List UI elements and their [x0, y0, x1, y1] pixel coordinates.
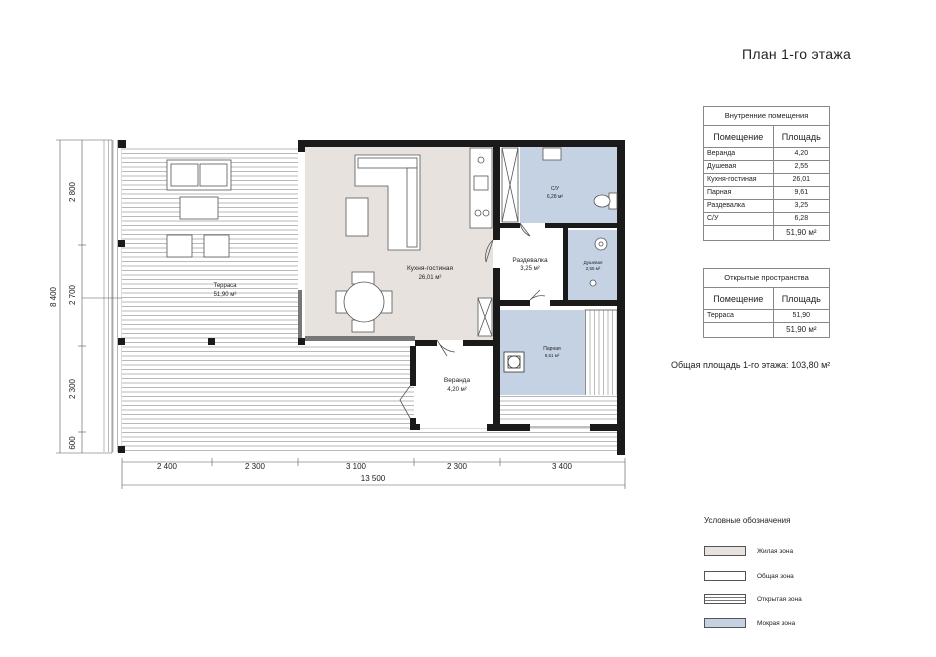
changing-label: Раздевалка — [512, 257, 548, 264]
table-row: Веранда 4,20 — [704, 148, 830, 161]
terrace-sofa — [167, 160, 231, 190]
wc-area: 6,28 м² — [546, 194, 564, 200]
legend-label-common: Общая зона — [757, 573, 794, 580]
dim-v-4: 600 — [68, 436, 77, 450]
dim-h-4: 2 300 — [446, 462, 468, 471]
vertical-dimensions — [56, 140, 122, 453]
wc-label: С/У — [550, 186, 560, 192]
terrace-deck-edge — [100, 140, 122, 452]
shower-label: Душевая — [583, 260, 603, 265]
dim-h-total: 13 500 — [360, 474, 386, 483]
sauna-step — [500, 395, 620, 423]
total-row: 51,90 м² — [704, 323, 830, 338]
dim-v-2: 2 700 — [68, 284, 77, 306]
dim-h-1: 2 400 — [156, 462, 178, 471]
dim-h-2: 2 300 — [244, 462, 266, 471]
dim-v-3: 2 300 — [68, 378, 77, 400]
wc-zone — [520, 147, 617, 223]
internal-rooms-table — [703, 106, 830, 241]
terrace-deck-strip — [122, 428, 620, 452]
veranda-label: Веранда — [443, 377, 471, 384]
col-area: Площадь — [773, 288, 829, 310]
table-row: Терраса 51,90 — [704, 310, 830, 323]
open-spaces-table — [703, 268, 830, 338]
legend-swatch-living — [704, 546, 746, 556]
sauna-label: Парная — [543, 346, 561, 352]
terrace-table — [180, 197, 218, 219]
page-title: План 1-го этажа — [742, 46, 852, 62]
total-row: 51,90 м² — [704, 226, 830, 241]
shower-zone — [568, 230, 617, 300]
sauna-area: 9,61 м² — [544, 353, 560, 358]
sauna-bench — [585, 310, 619, 396]
kitchen-label: Кухня-гостиная — [407, 265, 453, 272]
dim-v-total: 8 400 — [49, 286, 58, 308]
internal-table-title: Внутренние помещения — [704, 107, 830, 126]
terrace-area: 51,90 м² — [213, 292, 237, 298]
table-row: Кухня-гостиная 26,01 — [704, 174, 830, 187]
legend-label-living: Жилая зона — [757, 548, 794, 555]
terrace-label: Терраса — [213, 283, 237, 289]
legend-label-wet: Мокрая зона — [757, 620, 796, 627]
coffee-table — [346, 198, 368, 236]
table-row: Парная 9,61 — [704, 187, 830, 200]
table-row: С/У 6,28 — [704, 213, 830, 226]
shower-area: 2,55 м² — [585, 266, 601, 271]
terrace-deck-bottom — [122, 346, 414, 428]
legend-title: Условные обозначения — [704, 516, 791, 525]
dim-v-1: 2 800 — [68, 181, 77, 203]
table-row: Раздевалка 3,25 — [704, 200, 830, 213]
veranda-area: 4,20 м² — [447, 387, 467, 393]
legend-swatch-common — [704, 571, 746, 581]
legend-swatch-wet — [704, 618, 746, 628]
table-row: Душевая 2,55 — [704, 161, 830, 174]
col-room: Помещение — [704, 126, 774, 148]
open-table-title: Открытые пространства — [704, 269, 830, 288]
legend-swatch-open — [704, 594, 746, 604]
kitchen-area: 26,01 м² — [418, 275, 442, 281]
dim-h-3: 3 100 — [345, 462, 367, 471]
changing-area: 3,25 м² — [520, 266, 540, 272]
total-area: Общая площадь 1-го этажа: 103,80 м² — [671, 360, 831, 370]
legend-label-open: Открытая зона — [757, 596, 802, 603]
col-room: Помещение — [704, 288, 774, 310]
col-area: Площадь — [773, 126, 829, 148]
sauna-stove — [504, 352, 524, 372]
dim-h-5: 3 400 — [551, 462, 573, 471]
